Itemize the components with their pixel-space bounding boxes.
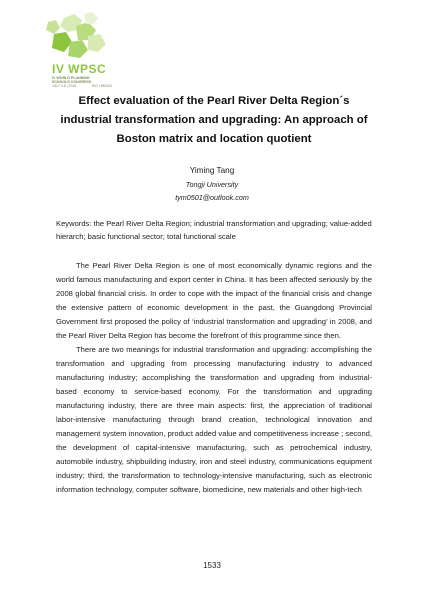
- logo-subtitle-line1: IV WORLD PLANNING: [52, 76, 90, 80]
- page-number: 1533: [203, 561, 221, 570]
- logo-subtitle-line2: SCHOOLS CONGRESS: [52, 80, 92, 84]
- author-name: Yiming Tang: [189, 166, 235, 175]
- logo-date: JULY 4-8 | 2016: [52, 84, 77, 88]
- author-affiliation: Tongji University: [185, 180, 239, 189]
- paper-title: Effect evaluation of the Pearl River Delta Region´s industrial transformation and upgrading: An approach of Boston matrix and location quotient: [60, 95, 368, 145]
- keywords: Keywords: the Pearl River Delta Region; industrial transformation and upgrading; value-added hierarch; basic functional sector; total functional scale: [56, 219, 372, 241]
- logo-subtitle: [52, 76, 91, 84]
- body-text: [56, 259, 372, 497]
- logo-location: RIO | BRAZIL: [92, 84, 113, 88]
- logo-leaf-icon: [44, 12, 164, 64]
- author-email: tym0501@outlook.com: [175, 193, 249, 202]
- logo-title: IV WPSC: [52, 62, 107, 76]
- paragraph: There are two meanings for industrial transformation and upgrading: accomplishing the transformation and upgrading from processing manufacturing industry to advanced manufacturing industry; accomplishing the transformation and upgrading from industrial-based economy to service-based economy. For the transformation and upgrading manufacturing industry, there are three main aspects: first, the appreciation of traditional labor-intensive manufacturing through brand creation, technological innovation and management system innovation, product added value and competitiveness increase ; second, the development of capital-intensive manufacturing, such as petrochemical industry, automobile industry, shipbuilding industry, iron and steel industry, communications equipment industry; third, the transformation to technology-intensive manufacturing, such as electronic information technology, computer software, biomedicine, new materials and other high-tech: [56, 345, 372, 494]
- paragraph: The Pearl River Delta Region is one of most economically dynamic regions and the world famous manufacturing and export center in China. It has been affected seriously by the 2008 global financial crisis. In order to cope with the impact of the financial crisis and change the extensive pattern of economic development in the past, the Guangdong Provincial Government first proposed the policy of ‘industrial transformation and upgrading’ in 2008, and the Pearl River Delta Region has become the forefront of this programme since then.: [56, 261, 372, 340]
- conference-logo: [44, 12, 164, 88]
